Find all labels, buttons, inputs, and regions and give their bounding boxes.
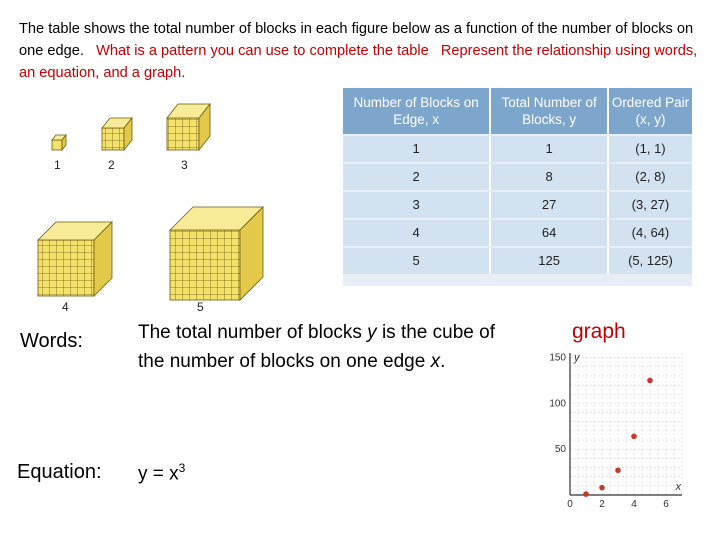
words-text-before: The total number of blocks [138, 322, 368, 343]
cube-figure-2 [102, 118, 132, 150]
table-row [343, 136, 692, 162]
cell-total: 27 [491, 192, 609, 218]
figure-label-2: 2 [108, 158, 115, 172]
data-point [615, 467, 621, 473]
figure-label-1: 1 [54, 158, 61, 172]
y-axis-label: y [574, 352, 580, 365]
cell-total: 125 [491, 248, 609, 274]
words-var-y: y [367, 322, 377, 343]
words-label: Words: [20, 330, 83, 352]
x-tick-label: 4 [631, 499, 637, 510]
table-row [343, 164, 692, 190]
intro-text-2: Represent the relationship using words, an equation, and a graph. [19, 43, 698, 81]
header-edge: Number of Blocks on Edge, x [343, 88, 491, 134]
x-tick-label: 0 [567, 499, 573, 510]
graph [536, 345, 686, 515]
cell-total: 8 [491, 164, 609, 190]
words-text-end: . [440, 351, 446, 372]
cell-total: 1 [491, 136, 609, 162]
cell-edge: 5 [343, 248, 491, 274]
cube-figures-svg [0, 0, 345, 320]
words-description [138, 318, 498, 376]
data-point [631, 434, 637, 440]
cell-edge: 1 [343, 136, 491, 162]
table-row [343, 220, 692, 246]
figure-label-4: 4 [62, 300, 69, 314]
cell-edge: 2 [343, 164, 491, 190]
equation-exponent: 3 [178, 461, 186, 475]
x-tick-label: 6 [663, 499, 669, 510]
cube-figure-1 [52, 135, 66, 150]
equation-lhs: y = x [138, 463, 179, 485]
blocks-table [343, 88, 692, 286]
figure-label-5: 5 [197, 300, 204, 314]
graph-title: graph [572, 320, 626, 343]
cell-pair: (5, 125) [628, 253, 673, 268]
data-point [583, 491, 589, 497]
y-tick-label: 100 [549, 398, 566, 410]
cell-pair: (2, 8) [635, 169, 666, 184]
data-point [599, 485, 605, 491]
cube-figure-5 [170, 207, 263, 300]
cell-total: 64 [491, 220, 609, 246]
cube-figure-4 [38, 222, 112, 296]
cube-figures [0, 0, 345, 320]
table-row [343, 192, 692, 218]
words-var-x: x [430, 351, 441, 372]
data-point [647, 378, 653, 384]
cell-pair: (3, 27) [631, 197, 670, 212]
y-tick-label: 50 [554, 444, 566, 456]
header-total: Total Number of Blocks, y [491, 88, 609, 134]
words-text-middle: is the cube of the number of blocks on one edge [138, 322, 495, 372]
cube-figure-3 [167, 104, 210, 150]
header-pair: Ordered Pair (x, y) [611, 95, 690, 127]
x-tick-label: 2 [599, 499, 605, 510]
graph-grid [570, 353, 682, 495]
graph-svg [536, 345, 686, 515]
intro-question: What is a pattern you can use to complete the table [96, 43, 429, 59]
cell-edge: 3 [343, 192, 491, 218]
y-tick-label: 150 [549, 352, 566, 364]
cell-pair: (4, 64) [631, 225, 670, 240]
equation-formula [138, 461, 185, 485]
table-header [343, 88, 692, 134]
equation-label: Equation: [17, 461, 102, 483]
figure-label-3: 3 [181, 158, 188, 172]
cell-edge: 4 [343, 220, 491, 246]
table-row [343, 248, 692, 274]
intro-text-1: The table shows the total number of blocks in each figure below as a function of the number of blocks on one edge. [19, 21, 694, 59]
x-axis-label: x [675, 481, 682, 493]
cell-pair: (1, 1) [635, 141, 666, 156]
